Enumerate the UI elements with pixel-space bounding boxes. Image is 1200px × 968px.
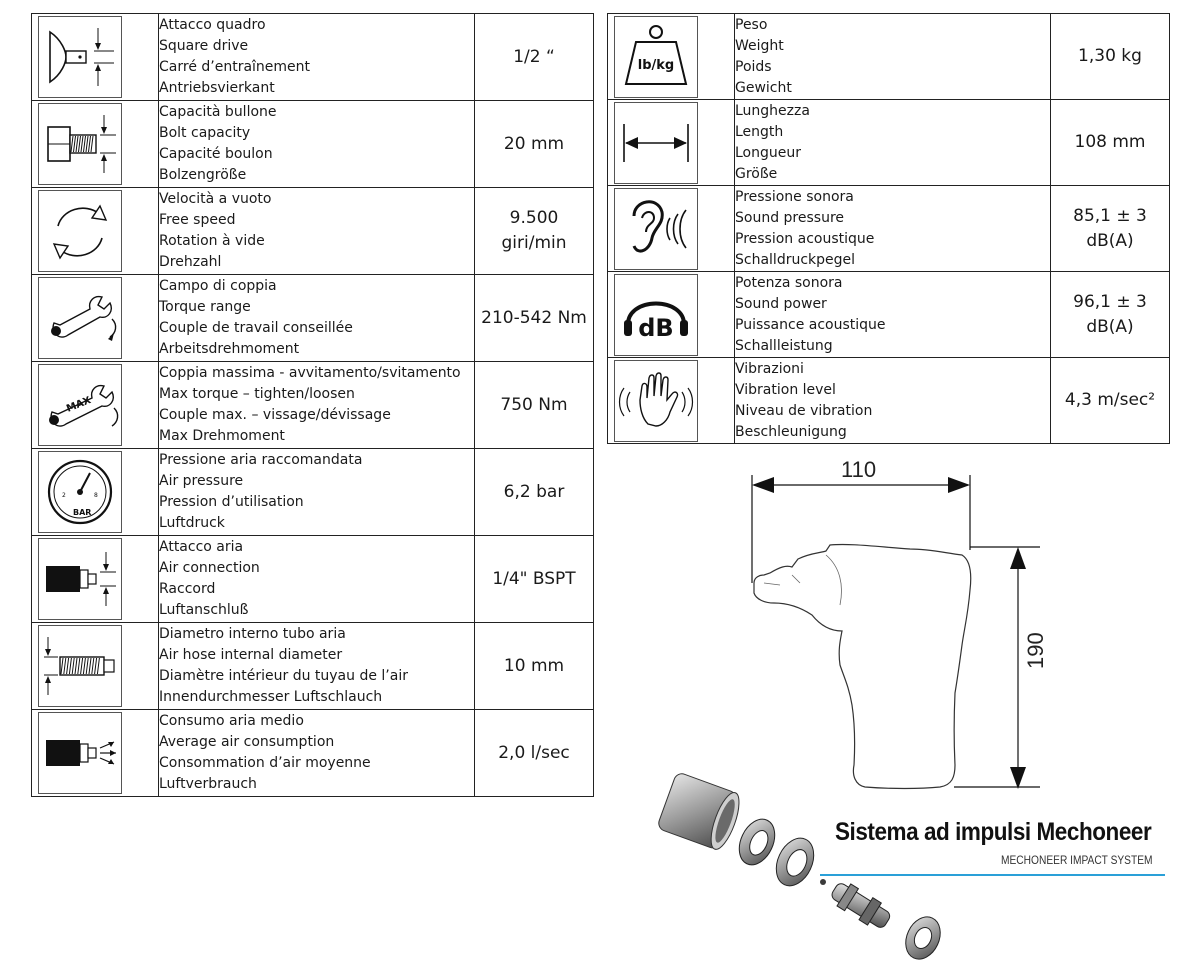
spec-label-line: Average air consumption [159, 734, 335, 750]
spec-label-cell [159, 362, 475, 449]
icon-text: dB [638, 313, 674, 342]
spec-label-line: Drehzahl [159, 254, 222, 270]
spec-label-cell [735, 272, 1051, 358]
spec-value: 1/4" BSPT [475, 536, 594, 623]
air-connection-icon [38, 538, 122, 620]
spec-value: 4,3 m/sec² [1051, 358, 1170, 444]
spec-label-line: Luftdruck [159, 515, 225, 531]
spec-label-line: Air hose internal diameter [159, 647, 343, 663]
svg-text:BAR: BAR [73, 508, 92, 517]
spec-label-line: Vibrazioni [735, 360, 804, 377]
impulse-title-rule [820, 874, 1165, 876]
spec-label-line: Lunghezza [735, 102, 810, 119]
spec-label-line: Torque range [159, 299, 251, 315]
spec-label-line: Consumo aria medio [159, 713, 304, 729]
hose-diameter-icon [38, 625, 122, 707]
spec-label-cell [159, 536, 475, 623]
spec-label-line: Beschleunigung [735, 423, 847, 440]
arrowhead-left [752, 477, 774, 493]
spec-row [608, 272, 1170, 358]
spec-label-line: Pression acoustique [735, 230, 875, 247]
length-arrow-icon [614, 102, 698, 184]
spec-value: 20 mm [475, 101, 594, 188]
width-dimension-label: 110 [841, 457, 877, 482]
spec-label-line: Free speed [159, 212, 236, 228]
spec-label-line: Vibration level [735, 381, 836, 398]
spec-label-cell [159, 275, 475, 362]
impulse-shaft [828, 878, 894, 933]
spec-label-line: Peso [735, 16, 768, 33]
spec-value: 6,2 bar [475, 449, 594, 536]
spec-icon-cell [608, 14, 735, 100]
headphones-db-icon [614, 274, 698, 356]
wrench-max-torque-icon [38, 364, 122, 446]
spec-label-line: Puissance acoustique [735, 316, 886, 333]
spec-row [32, 188, 594, 275]
spec-icon-cell [32, 536, 159, 623]
spec-row [32, 14, 594, 101]
spec-label-line: Length [735, 123, 784, 140]
spec-label-line: Sound power [735, 295, 827, 312]
spec-row [608, 100, 1170, 186]
spec-value: 1/2 “ [475, 14, 594, 101]
spec-icon-cell [32, 623, 159, 710]
spec-label-line: Air connection [159, 560, 260, 576]
spec-label-cell [735, 186, 1051, 272]
spec-row [32, 101, 594, 188]
impulse-system-exploded-view [655, 770, 955, 965]
spec-row [32, 362, 594, 449]
spec-label-line: Capacità bullone [159, 104, 277, 120]
spec-row [32, 623, 594, 710]
bolt-capacity-icon [38, 103, 122, 185]
square-drive-icon [38, 16, 122, 98]
spec-value: 10 mm [475, 623, 594, 710]
svg-text:8: 8 [94, 492, 98, 499]
spec-row [32, 275, 594, 362]
spec-row [608, 186, 1170, 272]
spec-label-cell [735, 14, 1051, 100]
spec-icon-cell [32, 101, 159, 188]
right-spec-table [607, 13, 1170, 444]
spec-label-line: Attacco aria [159, 539, 244, 555]
height-dimension-label: 190 [1023, 632, 1048, 669]
spec-label-line: Schalldruckpegel [735, 251, 856, 268]
spec-icon-cell [608, 100, 735, 186]
air-consumption-icon [38, 712, 122, 794]
spec-label-line: Consommation d’air moyenne [159, 755, 371, 771]
spec-value: 1,30 kg [1051, 14, 1170, 100]
spec-label-cell [735, 100, 1051, 186]
spec-icon-cell [32, 14, 159, 101]
spec-label-cell [159, 710, 475, 797]
spec-label-cell [159, 101, 475, 188]
spec-label-line: Größe [735, 165, 778, 182]
spec-label-line: Air pressure [159, 473, 244, 489]
spec-value: 96,1 ± 3 dB(A) [1051, 272, 1170, 358]
impulse-ring-back [769, 832, 821, 892]
arrowhead-bottom [1010, 767, 1026, 789]
spec-row [32, 536, 594, 623]
spec-label-line: Max torque – tighten/loosen [159, 386, 355, 402]
spec-icon-cell [32, 188, 159, 275]
spec-value: 750 Nm [475, 362, 594, 449]
spec-label-line: Gewicht [735, 79, 792, 96]
spec-label-line: Diametro interno tubo aria [159, 626, 346, 642]
svg-text:2: 2 [62, 492, 66, 499]
spec-label-line: Niveau de vibration [735, 402, 873, 419]
impulse-washer [899, 911, 947, 964]
spec-label-line: Coppia massima - avvitamento/svitamento [159, 365, 461, 381]
left-spec-table [31, 13, 594, 797]
spec-label-line: Pressione aria raccomandata [159, 452, 363, 468]
spec-label-line: Campo di coppia [159, 278, 277, 294]
spec-label-cell [159, 623, 475, 710]
spec-label-line: Poids [735, 58, 772, 75]
spec-label-cell [159, 14, 475, 101]
spec-label-line: Luftverbrauch [159, 776, 257, 792]
spec-label-line: Longueur [735, 144, 801, 161]
spec-row [608, 14, 1170, 100]
spec-value: 108 mm [1051, 100, 1170, 186]
spec-label-line: Antriebsvierkant [159, 80, 275, 96]
spec-label-line: Bolzengröße [159, 167, 247, 183]
spec-row [608, 358, 1170, 444]
spec-icon-cell [608, 186, 735, 272]
spec-label-line: Square drive [159, 38, 249, 54]
svg-text:MAX: MAX [65, 395, 93, 415]
spec-icon-cell [608, 358, 735, 444]
spec-value: 2,0 l/sec [475, 710, 594, 797]
spec-label-cell [735, 358, 1051, 444]
impulse-system-title: Sistema ad impulsi Mechoneer [835, 818, 1152, 846]
weight-icon [614, 16, 698, 98]
spec-icon-cell [32, 710, 159, 797]
spec-value: 9.500 giri/min [475, 188, 594, 275]
impact-wrench-outline [754, 544, 971, 788]
spec-label-line: Couple de travail conseillée [159, 320, 353, 336]
spec-label-line: Attacco quadro [159, 17, 266, 33]
spec-label-cell [159, 449, 475, 536]
pressure-gauge-icon [38, 451, 122, 533]
icon-text: lb/kg [637, 57, 675, 73]
wrench-torque-icon [38, 277, 122, 359]
spec-label-line: Carré d’entraînement [159, 59, 311, 75]
ear-sound-icon [614, 188, 698, 270]
spec-label-line: Diamètre intérieur du tuyau de l’air [159, 668, 408, 684]
spec-icon-cell [32, 449, 159, 536]
spec-label-line: Pression d’utilisation [159, 494, 304, 510]
impulse-ring-front [732, 813, 781, 870]
spec-value: 85,1 ± 3 dB(A) [1051, 186, 1170, 272]
spec-label-line: Sound pressure [735, 209, 845, 226]
spec-label-line: Velocità a vuoto [159, 191, 272, 207]
spec-label-line: Rotation à vide [159, 233, 265, 249]
spec-label-line: Bolt capacity [159, 125, 251, 141]
spec-label-line: Schallleistung [735, 337, 833, 354]
spec-row [32, 449, 594, 536]
hand-vibration-icon [614, 360, 698, 442]
spec-label-line: Potenza sonora [735, 274, 843, 291]
spec-icon-cell [608, 272, 735, 358]
impulse-system-subtitle: MECHONEER IMPACT SYSTEM [1001, 853, 1153, 867]
spec-icon-cell [32, 275, 159, 362]
spec-label-line: Max Drehmoment [159, 428, 285, 444]
rotation-arrows-icon [38, 190, 122, 272]
arrowhead-top [1010, 547, 1026, 569]
spec-label-line: Weight [735, 37, 784, 54]
impulse-sleeve [657, 772, 745, 853]
tool-dimension-drawing [740, 455, 1060, 800]
spec-row [32, 710, 594, 797]
spec-label-line: Pressione sonora [735, 188, 854, 205]
arrowhead-right [948, 477, 970, 493]
spec-value: 210-542 Nm [475, 275, 594, 362]
spec-label-line: Capacité boulon [159, 146, 273, 162]
impulse-pin [820, 879, 826, 885]
spec-label-line: Couple max. – vissage/dévissage [159, 407, 391, 423]
spec-label-line: Luftanschluß [159, 602, 249, 618]
spec-label-line: Arbeitsdrehmoment [159, 341, 300, 357]
spec-label-line: Raccord [159, 581, 216, 597]
spec-icon-cell [32, 362, 159, 449]
spec-label-line: Innendurchmesser Luftschlauch [159, 689, 383, 705]
spec-label-cell [159, 188, 475, 275]
